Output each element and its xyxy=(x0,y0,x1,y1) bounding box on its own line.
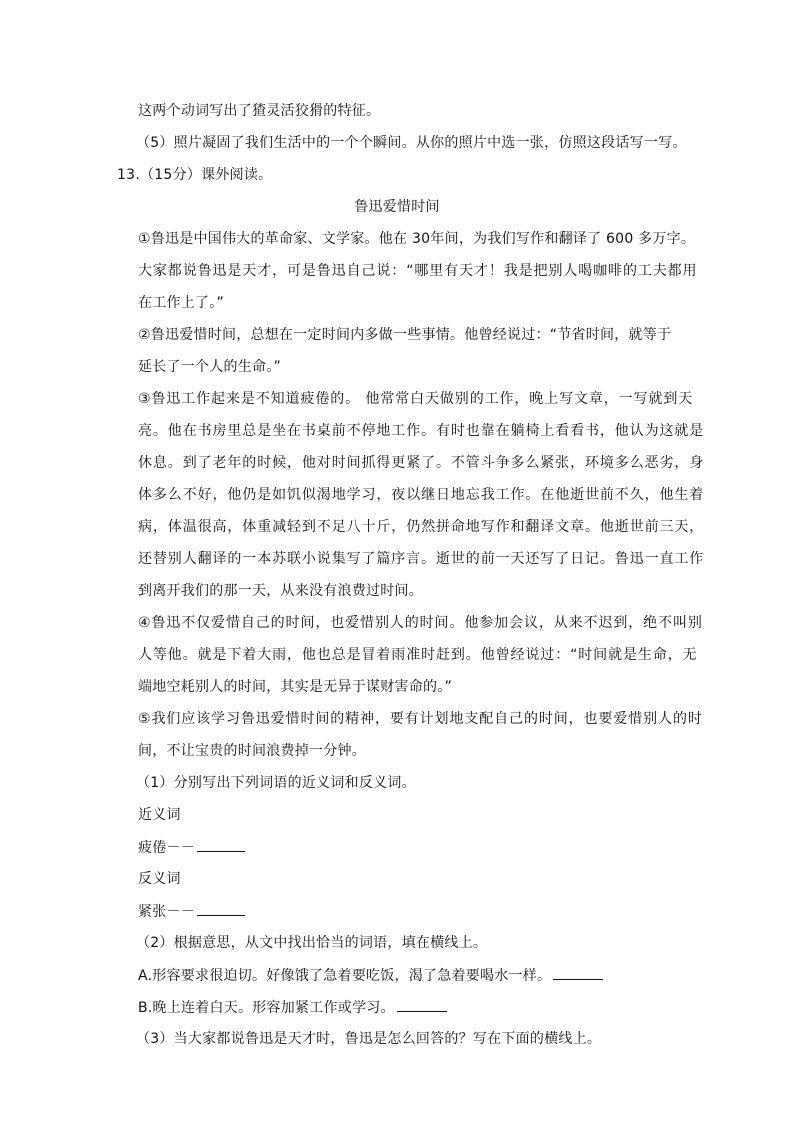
paragraph-3-line: 到离开我们的那一天，从来没有浪费过时间。 xyxy=(138,583,423,599)
question-2-prompt: （2）根据意思，从文中找出恰当的词语，填在横线上。 xyxy=(136,935,488,951)
paragraph-2-line: ②鲁迅爱惜时间，总想在一定时间内多做一些事情。他曾经说过：“节省时间，就等于 xyxy=(138,327,672,343)
question-2b-answer-blank[interactable] xyxy=(397,997,447,1012)
paragraph-5-line: ⑤我们应该学习鲁迅爱惜时间的精神，要有计划地支配自己的时间，也要爱惜别人的时 xyxy=(138,711,703,727)
paragraph-3-line: 体多么不好，他仍是如饥似渴地学习，夜以继日地忘我工作。在他逝世前不久，他生着 xyxy=(138,487,705,503)
paragraph-3-line: ③鲁迅工作起来是不知道疲倦的。 他常常白天做别的工作，晚上写文章，一写就到天 xyxy=(138,391,694,407)
paragraph-4-line: 人等他。就是下着大雨，他也总是冒着雨准时赶到。他曾经说过：“时间就是生命，无 xyxy=(138,647,698,663)
synonym-item-label: 疲倦－－ xyxy=(138,840,195,856)
paragraph-3-line: 休息。到了老年的时候，他对时间抓得更紧了。不管斗争多么紧张，环境多么恶劣，身 xyxy=(138,455,705,471)
synonym-heading: 近义词 xyxy=(138,807,181,823)
question-1-prompt: （1）分别写出下列词语的近义词和反义词。 xyxy=(136,775,416,791)
question-2a-text: A.形容要求很迫切。好像饿了急着要吃饭，渴了急着要喝水一样。 xyxy=(138,968,552,984)
question-2b-text: B.晚上连着白天。形容加紧工作或学习。 xyxy=(138,1000,395,1016)
antonym-heading: 反义词 xyxy=(138,871,181,887)
paragraph-3-line: 病，体温很高，体重减轻到不足八十斤，仍然拼命地写作和翻译文章。他逝世前三天， xyxy=(138,519,705,535)
paragraph-3-line: 还替别人翻译的一本苏联小说集写了篇序言。逝世的前一天还写了日记。鲁迅一直工作 xyxy=(138,551,705,567)
paragraph-4-line: ④鲁迅不仅爱惜自己的时间，也爱惜别人的时间。他参加会议，从来不迟到，绝不叫别 xyxy=(138,615,703,631)
question-3-prompt: （3）当大家都说鲁迅是天才时，鲁迅是怎么回答的？写在下面的横线上。 xyxy=(136,1031,602,1047)
question-2a-answer-blank[interactable] xyxy=(553,965,603,980)
paragraph-1-line: 在工作上了。” xyxy=(138,295,225,311)
question-2b xyxy=(138,997,447,1017)
paragraph-3-line: 亮。他在书房里总是坐在书桌前不停地工作。有时也靠在躺椅上看看书，他认为这就是 xyxy=(138,423,705,439)
antonym-answer-blank[interactable] xyxy=(197,901,245,916)
paragraph-1-line: ①鲁迅是中国伟大的革命家、文学家。他在 30年间，为我们写作和翻译了 600 多万字。 xyxy=(138,231,696,247)
question-2a xyxy=(138,965,603,985)
synonym-answer-blank[interactable] xyxy=(197,837,245,852)
antonym-item xyxy=(138,901,245,921)
antonym-item-label: 紧张－－ xyxy=(138,904,195,920)
question-5-prompt: （5）照片凝固了我们生活中的一个个瞬间。从你的照片中选一张，仿照这段话写一写。 xyxy=(136,135,687,151)
paragraph-4-line: 端地空耗别人的时间，其实是无异于谋财害命的。” xyxy=(138,679,453,695)
article-title: 鲁迅爱惜时间 xyxy=(354,199,440,215)
paragraph-5-line: 间，不让宝贵的时间浪费掉一分钟。 xyxy=(138,743,366,759)
synonym-item xyxy=(138,837,245,857)
question-13-header: 13.（15分）课外阅读。 xyxy=(117,167,273,183)
paragraph-1-line: 大家都说鲁迅是天才，可是鲁迅自己说：“哪里有天才！我是把别人喝咖啡的工夫都用 xyxy=(138,263,698,279)
paragraph-2-line: 延长了一个人的生命。” xyxy=(138,359,282,375)
text-line: 这两个动词写出了猹灵活狡猾的特征。 xyxy=(138,103,381,119)
